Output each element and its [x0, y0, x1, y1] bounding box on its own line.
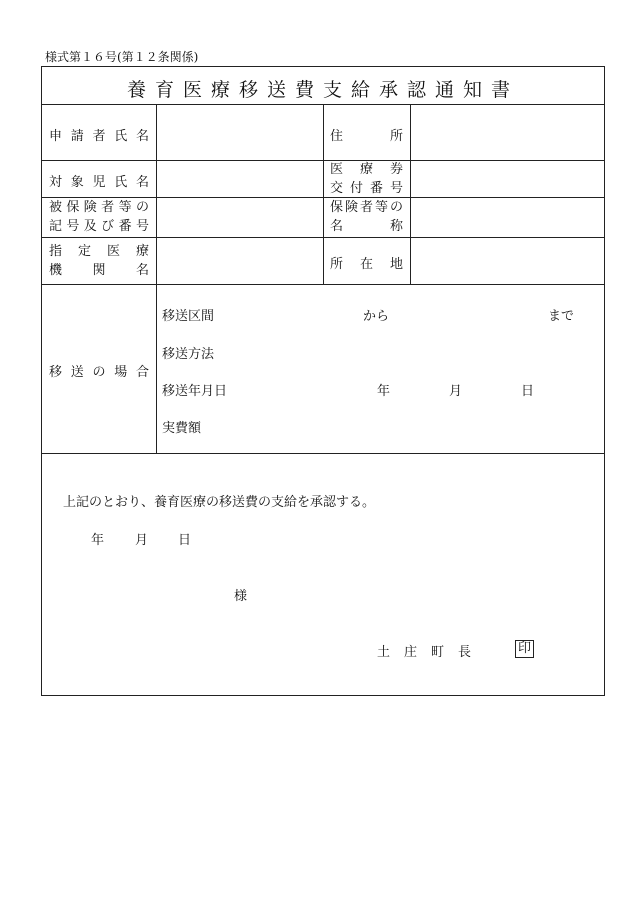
form-title: 養育医療移送費支給承認通知書 [126, 79, 519, 101]
applicant-name-field[interactable] [165, 123, 315, 143]
address-label: 住 所 [330, 129, 403, 144]
transfer-month-label: 月 [449, 384, 463, 399]
divider [410, 104, 411, 284]
actual-cost-label: 実費額 [162, 421, 202, 436]
insured-number-label [49, 198, 149, 236]
approval-notice-form [41, 66, 605, 696]
transfer-section-label: 移送区間 [162, 309, 215, 324]
transfer-case-label: 移 送 の 場 合 [49, 365, 149, 380]
divider [156, 104, 157, 453]
location-label: 所 在 地 [330, 257, 403, 272]
approval-statement: 上記のとおり、養育医療の移送費の支給を承認する。 [63, 495, 376, 510]
divider [42, 453, 604, 454]
institution-label-line1: 指 定 医 療 [49, 244, 149, 259]
seal-mark: 印 [515, 640, 534, 658]
child-name-field[interactable] [165, 167, 315, 187]
form-number-caption: 様式第１６号(第１２条関係) [45, 50, 199, 64]
transfer-date-label: 移送年月日 [162, 384, 228, 399]
institution-label-line2: 機 関 名 [49, 263, 149, 278]
issuer-name: 土庄町長 [377, 645, 486, 660]
institution-field[interactable] [165, 251, 315, 271]
applicant-name-label: 申 請 者 氏 名 [49, 129, 149, 144]
insured-label-line1: 被 保 険 者 等 の [49, 200, 149, 215]
insurer-name-field[interactable] [418, 207, 598, 227]
location-field[interactable] [418, 251, 598, 271]
transfer-to-label: まで [548, 309, 575, 324]
notice-month-label: 月 [135, 533, 149, 548]
divider [42, 284, 604, 285]
ticket-number-label-line2: 交 付 番 号 [330, 181, 403, 196]
transfer-method-label: 移送方法 [162, 347, 215, 362]
insurer-name-label [330, 198, 403, 236]
insured-label-line2: 記 号 及 び 番 号 [49, 219, 149, 234]
transfer-from-label: から [363, 309, 390, 324]
transfer-day-label: 日 [521, 384, 535, 399]
insured-number-field[interactable] [165, 207, 315, 227]
institution-label [49, 242, 149, 280]
notice-day-label: 日 [178, 533, 192, 548]
transfer-year-label: 年 [377, 384, 391, 399]
notice-year-label: 年 [91, 533, 105, 548]
address-field[interactable] [418, 123, 598, 143]
ticket-number-label [330, 160, 403, 198]
insurer-label-line2: 名 称 [330, 219, 403, 234]
divider [323, 104, 324, 284]
child-name-label: 対 象 児 氏 名 [49, 175, 149, 190]
recipient-honorific: 様 [234, 589, 248, 604]
ticket-number-label-line1: 医 療 券 [330, 162, 403, 177]
insurer-label-line1: 保 険 者 等 の [330, 200, 403, 215]
ticket-number-field[interactable] [418, 167, 598, 187]
